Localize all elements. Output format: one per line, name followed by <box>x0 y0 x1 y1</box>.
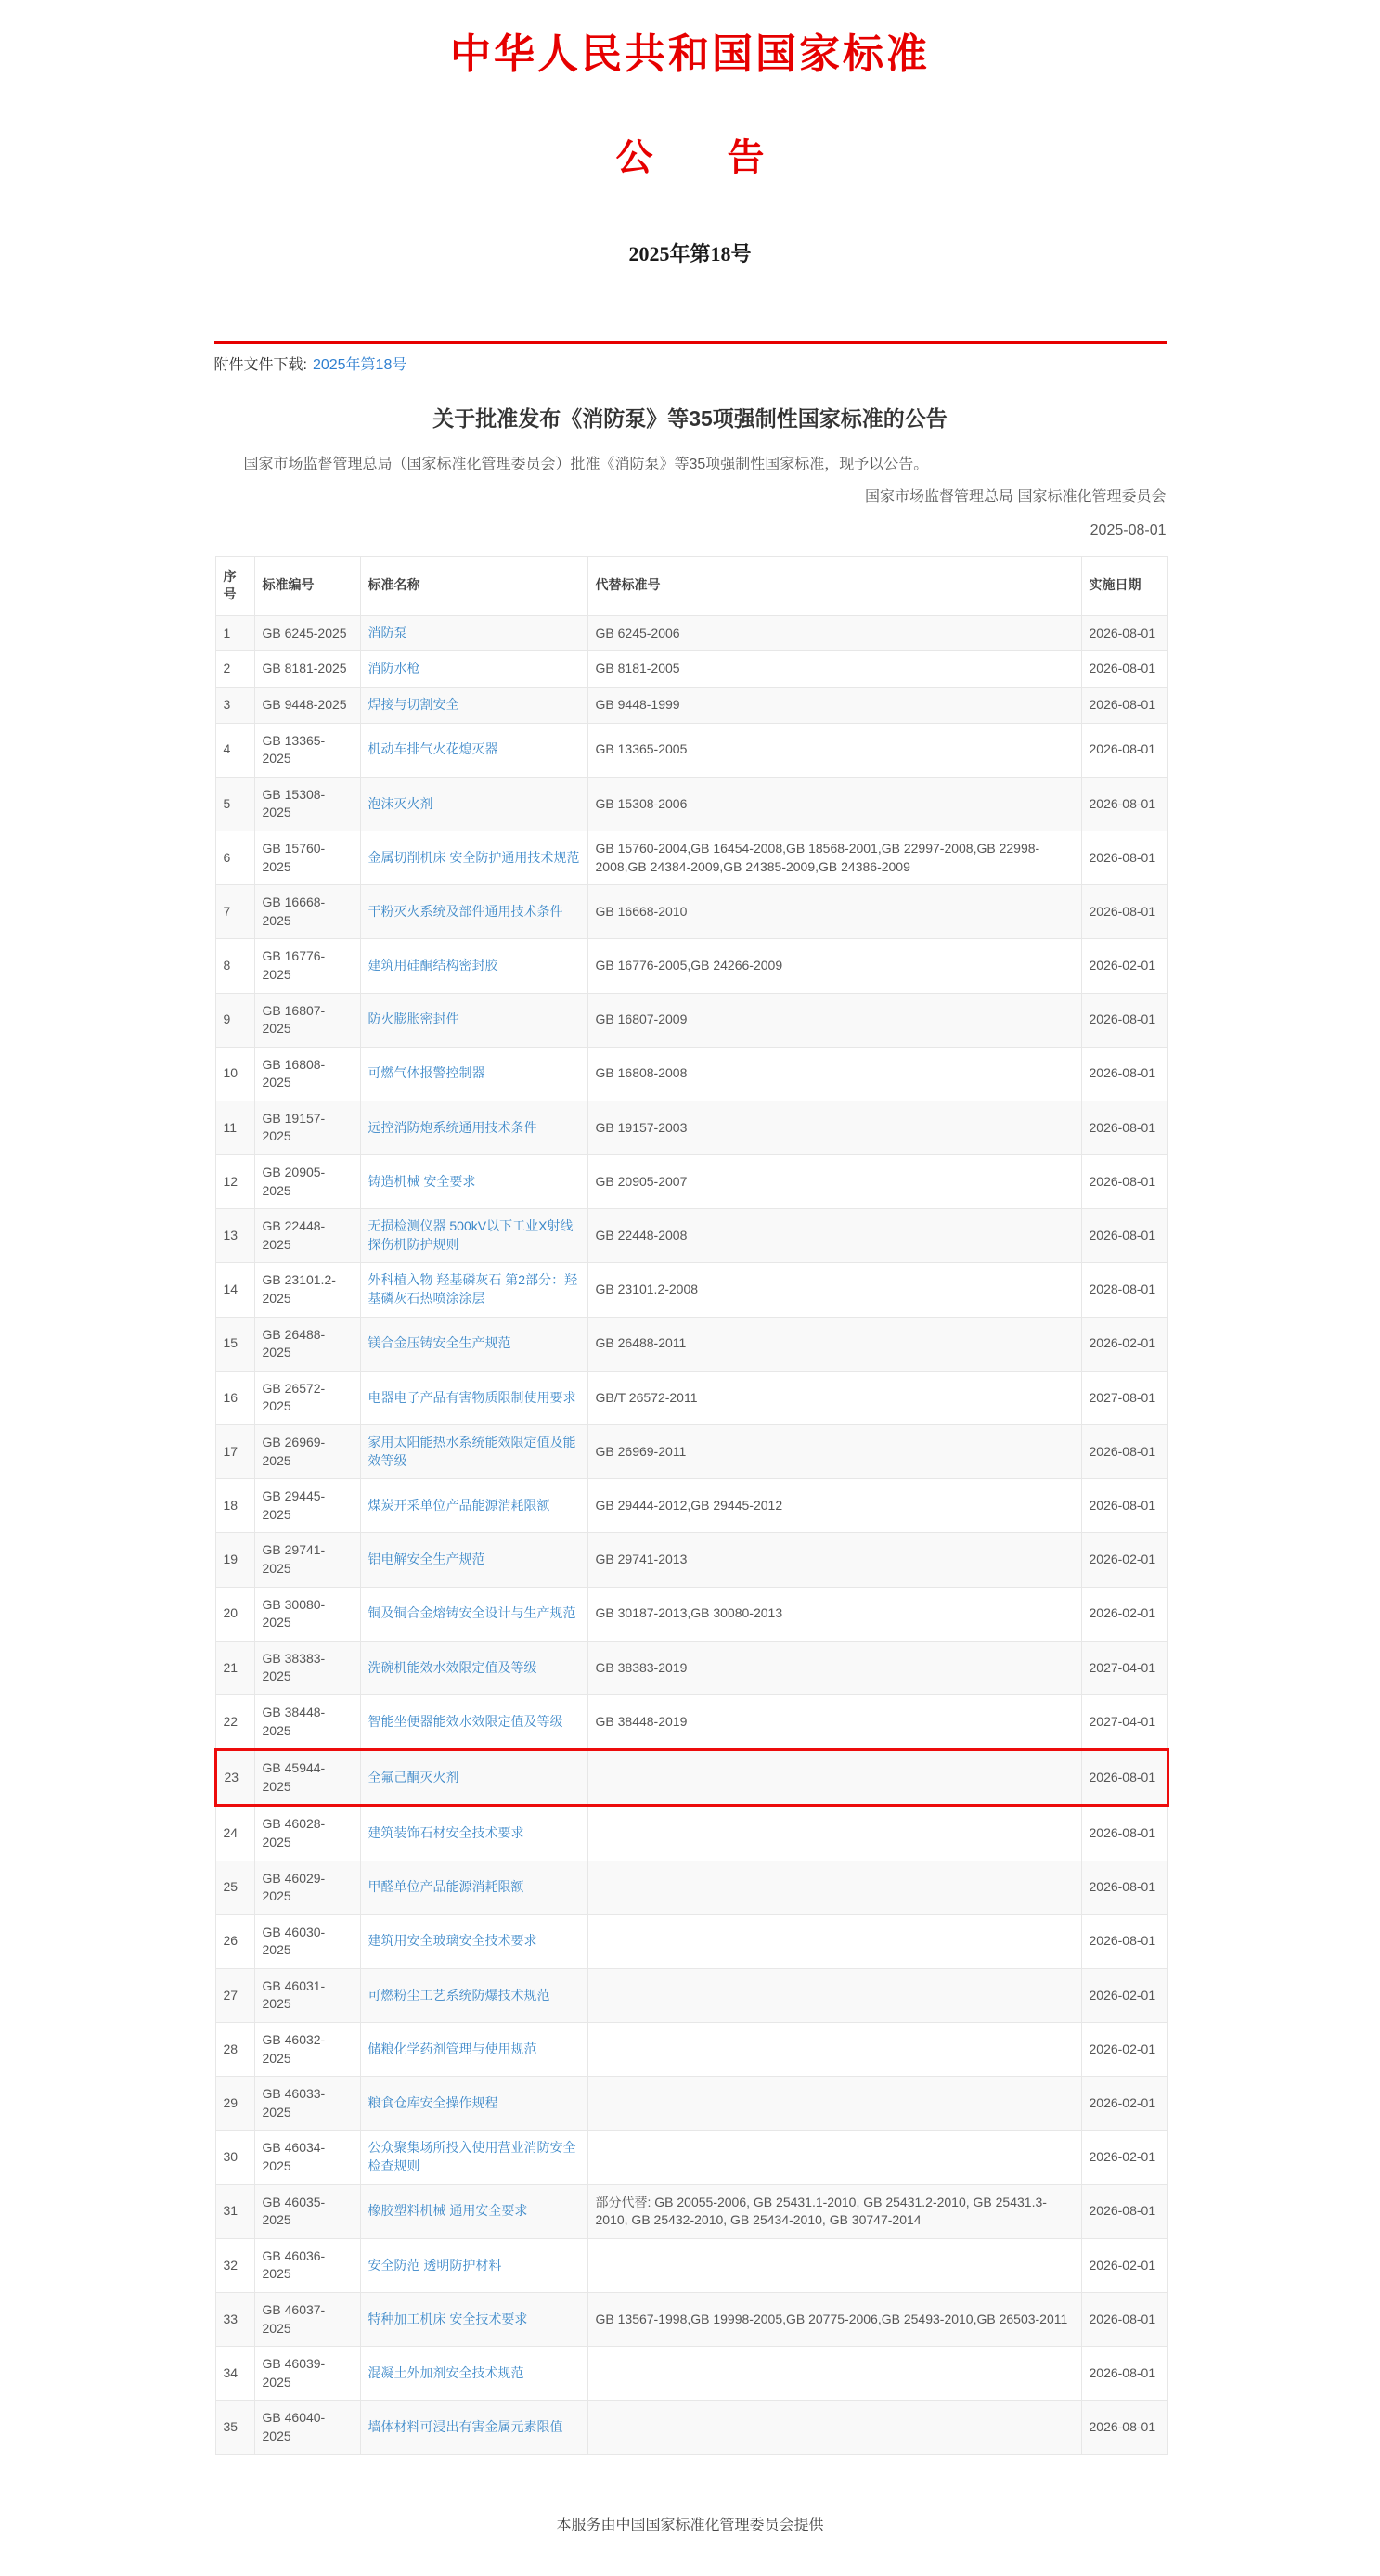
cell-name <box>360 1968 587 2022</box>
cell-replaces: GB 38383-2019 <box>587 1641 1081 1694</box>
cell-name <box>360 1047 587 1101</box>
cell-seq: 34 <box>215 2347 254 2401</box>
cell-code: GB 46028-2025 <box>254 1806 360 1861</box>
table-row <box>215 2293 1167 2347</box>
cell-replaces <box>587 2077 1081 2131</box>
cell-seq: 22 <box>215 1694 254 1749</box>
table-row <box>215 1425 1167 1479</box>
standard-name-link[interactable]: 镁合金压铸安全生产规范 <box>368 1335 511 1351</box>
cell-code: GB 46033-2025 <box>254 2077 360 2131</box>
cell-code: GB 46037-2025 <box>254 2293 360 2347</box>
cell-date: 2026-02-01 <box>1081 1317 1167 1371</box>
cell-name <box>360 2347 587 2401</box>
table-row <box>215 1479 1167 1533</box>
table-row <box>215 1806 1167 1861</box>
cell-date: 2026-08-01 <box>1081 1479 1167 1533</box>
table-row <box>215 1587 1167 1641</box>
cell-date: 2026-08-01 <box>1081 2347 1167 2401</box>
cell-replaces <box>587 1861 1081 1914</box>
cell-name <box>360 1694 587 1749</box>
cell-replaces: GB 26969-2011 <box>587 1425 1081 1479</box>
standard-name-link[interactable]: 焊接与切割安全 <box>368 696 459 712</box>
standard-name-link[interactable]: 铝电解安全生产规范 <box>368 1552 485 1567</box>
standard-name-link[interactable]: 铸造机械 安全要求 <box>368 1173 476 1189</box>
cell-seq: 6 <box>215 831 254 884</box>
cell-seq: 4 <box>215 723 254 777</box>
cell-code: GB 13365-2025 <box>254 723 360 777</box>
table-row <box>215 1101 1167 1154</box>
issue-number: 2025年第18号 <box>628 242 752 265</box>
standard-name-link[interactable]: 全氟己酮灭火剂 <box>368 1769 459 1784</box>
cell-code: GB 22448-2025 <box>254 1209 360 1263</box>
standard-name-link[interactable]: 远控消防炮系统通用技术条件 <box>368 1119 537 1135</box>
standard-name-link[interactable]: 特种加工机床 安全技术要求 <box>368 2311 528 2326</box>
cell-seq: 33 <box>215 2293 254 2347</box>
cell-name <box>360 1263 587 1317</box>
announcement-title: 关于批准发布《消防泵》等35项强制性国家标准的公告 <box>432 406 948 431</box>
standard-name-link[interactable]: 外科植入物 羟基磷灰石 第2部分：羟基磷灰石热喷涂涂层 <box>368 1272 578 1307</box>
table-row <box>215 723 1167 777</box>
cell-code: GB 26572-2025 <box>254 1371 360 1424</box>
cell-date: 2026-08-01 <box>1081 1861 1167 1914</box>
standard-name-link[interactable]: 智能坐便器能效水效限定值及等级 <box>368 1713 563 1729</box>
cell-code: GB 46029-2025 <box>254 1861 360 1914</box>
column-header-replaces: 代替标准号 <box>587 556 1081 615</box>
standard-name-link[interactable]: 建筑用安全玻璃安全技术要求 <box>368 1933 537 1949</box>
cell-name <box>360 2077 587 2131</box>
cell-seq: 32 <box>215 2238 254 2292</box>
cell-code: GB 9448-2025 <box>254 687 360 723</box>
cell-replaces: GB 6245-2006 <box>587 615 1081 651</box>
cell-date: 2026-08-01 <box>1081 723 1167 777</box>
column-header-code: 标准编号 <box>254 556 360 615</box>
standard-name-link[interactable]: 墙体材料可浸出有害金属元素限值 <box>368 2419 563 2435</box>
cell-name <box>360 1861 587 1914</box>
cell-seq: 25 <box>215 1861 254 1914</box>
cell-date: 2026-08-01 <box>1081 1209 1167 1263</box>
cell-code: GB 16668-2025 <box>254 885 360 939</box>
cell-name <box>360 1209 587 1263</box>
cell-seq: 17 <box>215 1425 254 1479</box>
cell-date: 2026-08-01 <box>1081 1425 1167 1479</box>
cell-name <box>360 2238 587 2292</box>
page-subtitle: 公 告 <box>615 136 765 178</box>
cell-code: GB 29445-2025 <box>254 1479 360 1533</box>
cell-date: 2026-08-01 <box>1081 993 1167 1047</box>
cell-replaces <box>587 2238 1081 2292</box>
cell-code: GB 6245-2025 <box>254 615 360 651</box>
cell-name <box>360 993 587 1047</box>
cell-replaces: GB 15308-2006 <box>587 777 1081 831</box>
cell-seq: 5 <box>215 777 254 831</box>
standard-name-link[interactable]: 粮食仓库安全操作规程 <box>368 2095 498 2111</box>
cell-seq: 29 <box>215 2077 254 2131</box>
cell-code: GB 29741-2025 <box>254 1533 360 1587</box>
cell-name <box>360 2184 587 2238</box>
cell-code: GB 19157-2025 <box>254 1101 360 1154</box>
cell-code: GB 26488-2025 <box>254 1317 360 1371</box>
cell-name <box>360 2131 587 2184</box>
cell-seq: 1 <box>215 615 254 651</box>
cell-seq: 19 <box>215 1533 254 1587</box>
table-row <box>215 1533 1167 1587</box>
cell-replaces: GB 8181-2005 <box>587 651 1081 688</box>
cell-replaces: GB 22448-2008 <box>587 1209 1081 1263</box>
cell-code: GB 46030-2025 <box>254 1914 360 1968</box>
cell-code: GB 16776-2025 <box>254 939 360 993</box>
standard-name-link[interactable]: 电器电子产品有害物质限制使用要求 <box>368 1389 576 1405</box>
cell-date: 2026-08-01 <box>1081 1806 1167 1861</box>
cell-name <box>360 885 587 939</box>
cell-date: 2026-02-01 <box>1081 2131 1167 2184</box>
cell-name <box>360 651 587 688</box>
cell-date: 2026-02-01 <box>1081 2077 1167 2131</box>
cell-seq: 28 <box>215 2023 254 2077</box>
cell-name <box>360 1750 587 1806</box>
standard-name-link[interactable]: 公众聚集场所投入使用营业消防安全检查规则 <box>368 2140 576 2174</box>
cell-seq: 13 <box>215 1209 254 1263</box>
cell-code: GB 8181-2025 <box>254 651 360 688</box>
cell-replaces: GB 16668-2010 <box>587 885 1081 939</box>
table-row <box>215 1914 1167 1968</box>
cell-seq: 30 <box>215 2131 254 2184</box>
page-title: 中华人民共和国国家标准 <box>450 32 930 77</box>
cell-date: 2026-08-01 <box>1081 1914 1167 1968</box>
table-row <box>215 777 1167 831</box>
cell-name <box>360 723 587 777</box>
cell-replaces: GB 9448-1999 <box>587 687 1081 723</box>
cell-code: GB 15308-2025 <box>254 777 360 831</box>
cell-code: GB 45944-2025 <box>254 1750 360 1806</box>
cell-seq: 8 <box>215 939 254 993</box>
cell-date: 2026-02-01 <box>1081 1968 1167 2022</box>
table-row <box>215 615 1167 651</box>
cell-name <box>360 2401 587 2454</box>
cell-name <box>360 1479 587 1533</box>
cell-replaces <box>587 1750 1081 1806</box>
table-row <box>215 1047 1167 1101</box>
cell-name <box>360 1155 587 1209</box>
announcement-body: 国家市场监督管理总局（国家标准化管理委员会）批准《消防泵》等35项强制性国家标准，现予以公告。 <box>243 457 929 472</box>
table-row <box>215 1209 1167 1263</box>
cell-seq: 2 <box>215 651 254 688</box>
cell-name <box>360 1317 587 1371</box>
cell-code: GB 15760-2025 <box>254 831 360 884</box>
standard-name-link[interactable]: 家用太阳能热水系统能效限定值及能效等级 <box>368 1435 576 1468</box>
cell-seq: 18 <box>215 1479 254 1533</box>
cell-replaces <box>587 2347 1081 2401</box>
table-row <box>215 993 1167 1047</box>
cell-replaces <box>587 1914 1081 1968</box>
cell-seq: 23 <box>215 1750 254 1806</box>
standard-name-link[interactable]: 机动车排气火花熄灭器 <box>368 741 498 757</box>
cell-seq: 9 <box>215 993 254 1047</box>
cell-date: 2026-08-01 <box>1081 2184 1167 2238</box>
standard-name-link[interactable]: 干粉灭火系统及部件通用技术条件 <box>368 903 563 919</box>
cell-code: GB 16808-2025 <box>254 1047 360 1101</box>
cell-date: 2026-08-01 <box>1081 1750 1167 1806</box>
cell-seq: 24 <box>215 1806 254 1861</box>
table-row <box>215 2131 1167 2184</box>
standard-name-link[interactable]: 煤炭开采单位产品能源消耗限额 <box>368 1497 550 1513</box>
standards-table <box>214 556 1169 2455</box>
footer-provider-note: 本服务由中国国家标准化管理委员会提供 <box>556 2517 824 2533</box>
cell-replaces: GB 23101.2-2008 <box>587 1263 1081 1317</box>
table-row <box>215 651 1167 688</box>
cell-replaces: GB 16776-2005,GB 24266-2009 <box>587 939 1081 993</box>
table-row <box>215 1641 1167 1694</box>
cell-seq: 35 <box>215 2401 254 2454</box>
table-row <box>215 2238 1167 2292</box>
table-row <box>215 1317 1167 1371</box>
cell-code: GB 46039-2025 <box>254 2347 360 2401</box>
cell-name <box>360 831 587 884</box>
cell-replaces: GB 13567-1998,GB 19998-2005,GB 20775-2006,GB 25493-2010,GB 26503-2011 <box>587 2293 1081 2347</box>
standard-name-link[interactable]: 消防泵 <box>368 625 407 640</box>
publish-date: 2025-08-01 <box>1090 522 1167 538</box>
cell-replaces <box>587 2401 1081 2454</box>
cell-replaces <box>587 1968 1081 2022</box>
table-header-row <box>215 556 1167 615</box>
cell-seq: 16 <box>215 1371 254 1424</box>
cell-name <box>360 777 587 831</box>
cell-code: GB 46035-2025 <box>254 2184 360 2238</box>
cell-date: 2026-02-01 <box>1081 2238 1167 2292</box>
standard-name-link[interactable]: 洗碗机能效水效限定值及等级 <box>368 1659 537 1675</box>
cell-replaces: GB 38448-2019 <box>587 1694 1081 1749</box>
cell-date: 2026-08-01 <box>1081 777 1167 831</box>
standard-name-link[interactable]: 可燃粉尘工艺系统防爆技术规范 <box>368 1987 550 2003</box>
cell-date: 2027-04-01 <box>1081 1694 1167 1749</box>
cell-seq: 10 <box>215 1047 254 1101</box>
attachment-download-bar <box>214 341 1167 374</box>
cell-name <box>360 1806 587 1861</box>
cell-replaces: GB 20905-2007 <box>587 1155 1081 1209</box>
attachment-label: 附件文件下载: <box>213 357 307 373</box>
table-row <box>215 2184 1167 2238</box>
cell-date: 2026-08-01 <box>1081 2293 1167 2347</box>
cell-code: GB 26969-2025 <box>254 1425 360 1479</box>
cell-date: 2026-08-01 <box>1081 2401 1167 2454</box>
table-row <box>215 1371 1167 1424</box>
table-row <box>215 2023 1167 2077</box>
cell-date: 2026-08-01 <box>1081 1155 1167 1209</box>
standard-name-link[interactable]: 泡沫灭火剂 <box>368 795 433 811</box>
standard-name-link[interactable]: 金属切削机床 安全防护通用技术规范 <box>368 849 580 865</box>
cell-code: GB 46034-2025 <box>254 2131 360 2184</box>
table-row <box>215 1968 1167 2022</box>
attachment-download-link[interactable]: 2025年第18号 <box>312 357 407 373</box>
standard-name-link[interactable]: 可燃气体报警控制器 <box>368 1065 485 1081</box>
cell-replaces: GB 15760-2004,GB 16454-2008,GB 18568-2001,GB 22997-2008,GB 22998-2008,GB 24384-2009,GB 24385-2009,GB 24386-2009 <box>587 831 1081 884</box>
table-row <box>215 2347 1167 2401</box>
standard-name-link[interactable]: 铜及铜合金熔铸安全设计与生产规范 <box>368 1605 576 1621</box>
cell-seq: 11 <box>215 1101 254 1154</box>
table-row <box>215 1155 1167 1209</box>
cell-date: 2027-04-01 <box>1081 1641 1167 1694</box>
cell-replaces: GB 13365-2005 <box>587 723 1081 777</box>
cell-code: GB 46031-2025 <box>254 1968 360 2022</box>
standard-name-link[interactable]: 甲醛单位产品能源消耗限额 <box>368 1879 524 1895</box>
cell-seq: 26 <box>215 1914 254 1968</box>
table-row <box>215 885 1167 939</box>
table-row <box>215 687 1167 723</box>
cell-seq: 14 <box>215 1263 254 1317</box>
cell-replaces <box>587 2131 1081 2184</box>
cell-replaces: GB 29444-2012,GB 29445-2012 <box>587 1479 1081 1533</box>
cell-name <box>360 2023 587 2077</box>
column-header-seq: 序号 <box>215 556 254 615</box>
cell-seq: 12 <box>215 1155 254 1209</box>
cell-name <box>360 687 587 723</box>
cell-code: GB 46040-2025 <box>254 2401 360 2454</box>
table-row <box>215 939 1167 993</box>
cell-replaces <box>587 1806 1081 1861</box>
cell-date: 2026-02-01 <box>1081 1533 1167 1587</box>
cell-seq: 15 <box>215 1317 254 1371</box>
cell-name <box>360 2293 587 2347</box>
cell-code: GB 23101.2-2025 <box>254 1263 360 1317</box>
cell-code: GB 46032-2025 <box>254 2023 360 2077</box>
column-header-name: 标准名称 <box>360 556 587 615</box>
standard-name-link[interactable]: 建筑装饰石材安全技术要求 <box>368 1825 524 1841</box>
issuing-authority: 国家市场监督管理总局 国家标准化管理委员会 <box>865 488 1167 505</box>
cell-date: 2027-08-01 <box>1081 1371 1167 1424</box>
cell-date: 2026-08-01 <box>1081 1101 1167 1154</box>
cell-replaces: 部分代替: GB 20055-2006, GB 25431.1-2010, GB 25431.2-2010, GB 25431.3-2010, GB 25432-2010, GB 25434-2010, GB 30747-2014 <box>587 2184 1081 2238</box>
cell-name <box>360 615 587 651</box>
cell-name <box>360 1425 587 1479</box>
cell-date: 2026-08-01 <box>1081 1047 1167 1101</box>
standard-name-link[interactable]: 橡胶塑料机械 通用安全要求 <box>368 2203 528 2219</box>
table-row <box>215 2401 1167 2454</box>
cell-seq: 31 <box>215 2184 254 2238</box>
cell-date: 2026-08-01 <box>1081 651 1167 688</box>
column-header-date: 实施日期 <box>1081 556 1167 615</box>
cell-date: 2026-08-01 <box>1081 831 1167 884</box>
cell-name <box>360 1101 587 1154</box>
table-row <box>215 1263 1167 1317</box>
cell-code: GB 20905-2025 <box>254 1155 360 1209</box>
cell-replaces: GB 29741-2013 <box>587 1533 1081 1587</box>
cell-date: 2026-08-01 <box>1081 687 1167 723</box>
cell-date: 2026-02-01 <box>1081 939 1167 993</box>
standard-name-link[interactable]: 无损检测仪器 500kV以下工业X射线探伤机防护规则 <box>368 1218 574 1252</box>
table-row <box>215 1694 1167 1749</box>
cell-seq: 21 <box>215 1641 254 1694</box>
cell-replaces: GB/T 26572-2011 <box>587 1371 1081 1424</box>
cell-replaces: GB 26488-2011 <box>587 1317 1081 1371</box>
cell-name <box>360 939 587 993</box>
cell-code: GB 16807-2025 <box>254 993 360 1047</box>
content-area <box>214 341 1167 2576</box>
standard-name-link[interactable]: 混凝土外加剂安全技术规范 <box>368 2364 524 2380</box>
cell-replaces: GB 16808-2008 <box>587 1047 1081 1101</box>
cell-name <box>360 1914 587 1968</box>
cell-name <box>360 1587 587 1641</box>
table-row <box>215 831 1167 884</box>
cell-code: GB 38383-2025 <box>254 1641 360 1694</box>
standard-name-link[interactable]: 储粮化学药剂管理与使用规范 <box>368 2041 537 2056</box>
cell-replaces <box>587 2023 1081 2077</box>
table-row <box>215 1861 1167 1914</box>
standard-name-link[interactable]: 防火膨胀密封件 <box>368 1011 459 1027</box>
cell-code: GB 46036-2025 <box>254 2238 360 2292</box>
cell-seq: 7 <box>215 885 254 939</box>
cell-replaces: GB 19157-2003 <box>587 1101 1081 1154</box>
cell-replaces: GB 16807-2009 <box>587 993 1081 1047</box>
table-row-highlighted <box>215 1750 1167 1806</box>
standard-name-link[interactable]: 建筑用硅酮结构密封胶 <box>368 958 498 973</box>
cell-code: GB 38448-2025 <box>254 1694 360 1749</box>
cell-seq: 27 <box>215 1968 254 2022</box>
cell-date: 2026-08-01 <box>1081 885 1167 939</box>
cell-date: 2026-02-01 <box>1081 1587 1167 1641</box>
standard-name-link[interactable]: 消防水枪 <box>368 661 420 676</box>
cell-name <box>360 1641 587 1694</box>
cell-name <box>360 1371 587 1424</box>
table-row <box>215 2077 1167 2131</box>
cell-name <box>360 1533 587 1587</box>
cell-seq: 3 <box>215 687 254 723</box>
cell-code: GB 30080-2025 <box>254 1587 360 1641</box>
cell-seq: 20 <box>215 1587 254 1641</box>
cell-date: 2026-08-01 <box>1081 615 1167 651</box>
cell-date: 2026-02-01 <box>1081 2023 1167 2077</box>
cell-date: 2028-08-01 <box>1081 1263 1167 1317</box>
standard-name-link[interactable]: 安全防范 透明防护材料 <box>368 2257 502 2273</box>
cell-replaces: GB 30187-2013,GB 30080-2013 <box>587 1587 1081 1641</box>
